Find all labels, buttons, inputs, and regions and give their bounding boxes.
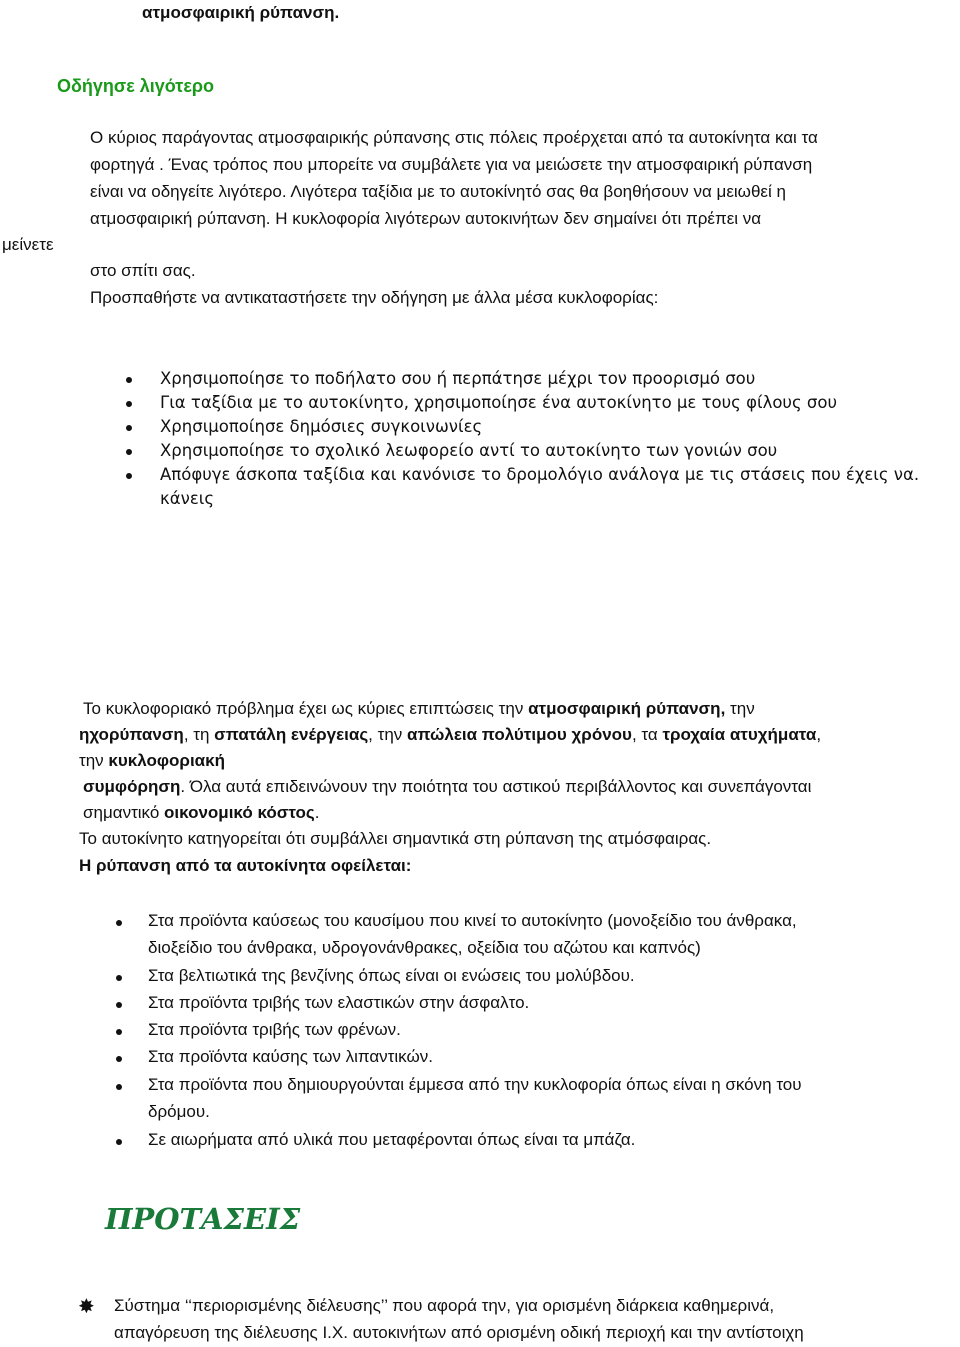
- list-item-continuation: δρόμου.: [148, 1102, 210, 1121]
- paragraph-line: Προσπαθήστε να αντικαταστήσετε την οδήγηση με άλλα μέσα κυκλοφορίας:: [90, 288, 659, 307]
- bullet-icon: [126, 377, 132, 383]
- paragraph-line: ατμοσφαιρική ρύπανση. Η κυκλοφορία λιγότερων αυτοκινήτων δεν σημαίνει ότι πρέπει να: [90, 209, 762, 228]
- proposals-title: ΠΡΟΤΑΣΕΙΣ: [105, 1202, 301, 1236]
- list-item: Απόφυγε άσκοπα ταξίδια και κανόνισε το δρομολόγιο ανάλογα με τις στάσεις που έχεις να.: [160, 465, 920, 484]
- bullet-icon: [116, 1056, 122, 1062]
- list-item-continuation: κάνεις: [160, 489, 215, 508]
- paragraph-line: Ο κύριος παράγοντας ατμοσφαιρικής ρύπανσης στις πόλεις προέρχεται από τα αυτοκίνητα και τα: [90, 128, 818, 147]
- pollution-heading: Η ρύπανση από τα αυτοκίνητα οφείλεται:: [79, 856, 412, 875]
- section-heading-drive-less: Οδήγησε λιγότερο: [57, 76, 214, 96]
- list-item: Χρησιμοποίησε δημόσιες συγκοινωνίες: [160, 417, 483, 436]
- paragraph-line: είναι να οδηγείτε λιγότερο. Λιγότερα ταξίδια με το αυτοκίνητό σας θα βοηθήσουν να μειωθεί η: [90, 182, 786, 201]
- bullet-icon: [126, 473, 132, 479]
- list-item: Σύστημα ‘‘περιορισμένης διέλευσης’’ που αφορά την, για ορισμένη διάρκεια καθημερινά,: [114, 1296, 775, 1315]
- bullet-icon: [126, 401, 132, 407]
- bullet-icon: [116, 920, 122, 926]
- list-item: Στα προϊόντα τριβής των ελαστικών στην άσφαλτο.: [148, 993, 530, 1012]
- top-fragment: ατμοσφαιρική ρύπανση.: [142, 3, 340, 22]
- list-item-continuation: διοξείδιο του άνθρακα, υδρογονάνθρακες, οξείδια του αζώτου και καπνός): [148, 938, 701, 957]
- list-item-continuation: απαγόρευση της διέλευσης Ι.Χ. αυτοκινήτων από ορισμένη οδική περιοχή και την αντίστοιχη: [114, 1323, 804, 1342]
- paragraph-line: ηχορύπανση, τη σπατάλη ενέργειας, την απώλεια πολύτιμου χρόνου, τα τροχαία ατυχήματα,: [79, 725, 822, 744]
- bullet-icon: [116, 1084, 122, 1090]
- paragraph-line: Το κυκλοφοριακό πρόβλημα έχει ως κύριες επιπτώσεις την ατμοσφαιρική ρύπανση, την: [83, 699, 755, 718]
- paragraph-line: στο σπίτι σας.: [90, 261, 196, 280]
- bullet-icon: [116, 1002, 122, 1008]
- list-item: Στα προϊόντα τριβής των φρένων.: [148, 1020, 401, 1039]
- bullet-icon: [126, 425, 132, 431]
- list-item: Σε αιωρήματα από υλικά που μεταφέρονται όπως είναι τα μπάζα.: [148, 1130, 636, 1149]
- bullet-icon: [116, 1139, 122, 1145]
- margin-word: μείνετε: [2, 235, 54, 254]
- paragraph-line: την κυκλοφοριακή: [79, 751, 225, 770]
- bullet-icon: [116, 975, 122, 981]
- list-item: Χρησιμοποίησε το σχολικό λεωφορείο αντί το αυτοκίνητο των γονιών σου: [160, 441, 778, 460]
- bullet-icon: [126, 449, 132, 455]
- paragraph-line: Το αυτοκίνητο κατηγορείται ότι συμβάλλει σημαντικά στη ρύπανση της ατμόσφαιρας.: [79, 829, 712, 848]
- list-item: Στα προϊόντα που δημιουργούνται έμμεσα από την κυκλοφορία όπως είναι η σκόνη του: [148, 1075, 802, 1094]
- list-item: Στα βελτιωτικά της βενζίνης όπως είναι οι ενώσεις του μολύβδου.: [148, 966, 635, 985]
- list-item: Χρησιμοποίησε το ποδήλατο σου ή περπάτησε μέχρι τον προορισμό σου: [160, 369, 756, 388]
- star-bullet-icon: ✸: [78, 1296, 95, 1318]
- paragraph-line: σημαντικό οικονομικό κόστος.: [83, 803, 320, 822]
- paragraph-line: συμφόρηση. Όλα αυτά επιδεινώνουν την ποιότητα του αστικού περιβάλλοντος και συνεπάγονται: [83, 777, 812, 796]
- list-item: Στα προϊόντα καύσεως του καυσίμου που κινεί το αυτοκίνητο (μονοξείδιο του άνθρακα,: [148, 911, 797, 930]
- bullet-icon: [116, 1029, 122, 1035]
- list-item: Στα προϊόντα καύσης των λιπαντικών.: [148, 1047, 433, 1066]
- list-item: Για ταξίδια με το αυτοκίνητο, χρησιμοποίησε ένα αυτοκίνητο με τους φίλους σου: [160, 393, 837, 412]
- paragraph-line: φορτηγά . Ένας τρόπος που μπορείτε να συμβάλετε για να μειώσετε την ατμοσφαιρική ρύπανση: [90, 155, 813, 174]
